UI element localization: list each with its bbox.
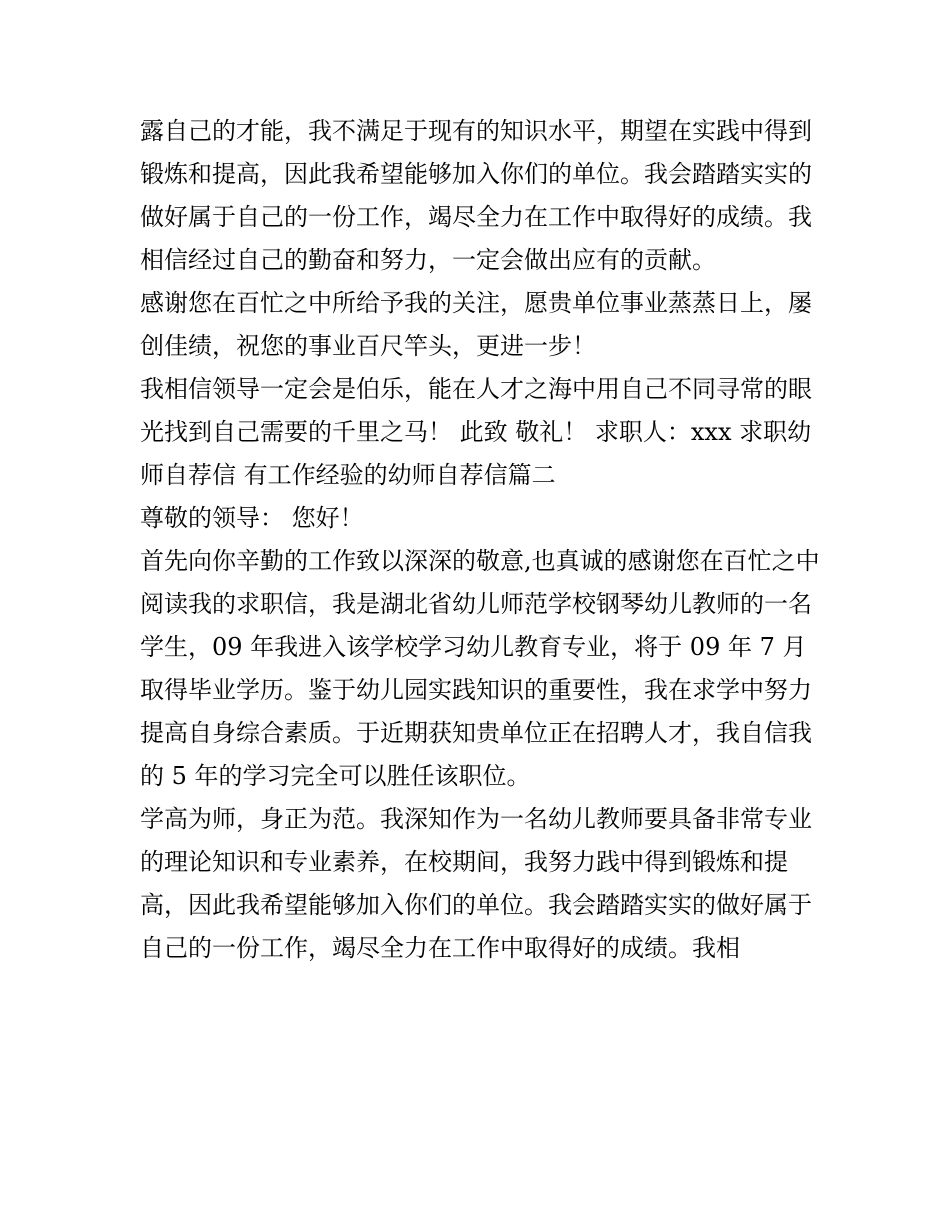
paragraph-6: 学高为师，身正为范。我深知作为一名幼儿教师要具备非常专业的理论知识和专业素养，在校期间，我努力践中得到锻炼和提高，因此我希望能够加入你们的单位。我会踏踏实实的做好属于自己的一份工作，竭尽全力在工作中取得好的成绩。我相	[140, 805, 812, 962]
paragraph-3: 我相信领导一定会是伯乐，能在人才之海中用自己不同寻常的眼光找到自己需要的千里之马！ 此致 敬礼！ 求职人：xxx 求职幼师自荐信 有工作经验的幼师自荐信篇二	[140, 375, 812, 489]
document-body	[140, 110, 820, 970]
paragraph-1: 露自己的才能，我不满足于现有的知识水平，期望在实践中得到锻炼和提高，因此我希望能够加入你们的单位。我会踏踏实实的做好属于自己的一份工作，竭尽全力在工作中取得好的成绩。我相信经过自己的勤奋和努力，一定会做出应有的贡献。	[140, 117, 812, 274]
paragraph-5: 首先向你辛勤的工作致以深深的敬意,也真诚的感谢您在百忙之中阅读我的求职信，我是湖北省幼儿师范学校钢琴幼儿教师的一名学生，09 年我进入该学校学习幼儿教育专业，将于 09 年 7 月取得毕业学历。鉴于幼儿园实践知识的重要性，我在求学中努力提高自身综合素质。于近期获知贵单位正在招聘人才，我自信我的 5 年的学习完全可以胜任该职位。	[140, 547, 820, 790]
paragraph-salutation: 尊敬的领导： 您好！	[140, 504, 364, 532]
paragraph-2: 感谢您在百忙之中所给予我的关注，愿贵单位事业蒸蒸日上，屡创佳绩，祝您的事业百尺竿头，更进一步！	[140, 289, 812, 360]
